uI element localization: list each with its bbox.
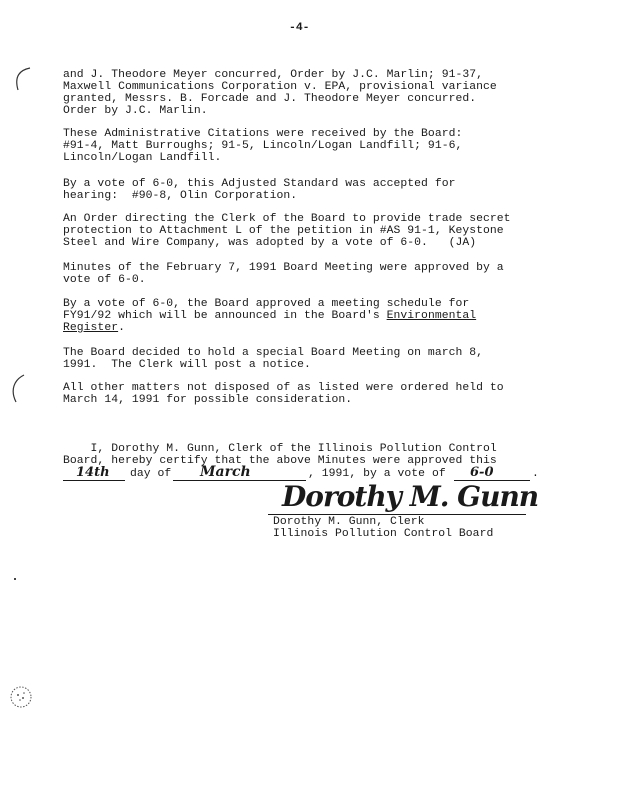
p3-line1: By a vote of 6-0, this Adjusted Standard was accepted for	[63, 178, 456, 190]
cert-line1: I, Dorothy M. Gunn, Clerk of the Illinois Pollution Control	[63, 443, 497, 455]
p4-line1: An Order directing the Clerk of the Board to provide trade secret	[63, 213, 511, 225]
p6-line2	[63, 310, 476, 322]
p8-line1: All other matters not disposed of as listed were ordered held to	[63, 382, 504, 394]
signature-org: Illinois Pollution Control Board	[273, 528, 494, 540]
handwritten-month: March	[200, 464, 251, 480]
publication-title-part2: Register	[63, 322, 119, 334]
cert-line2: Board, hereby certify that the above Minutes were approved this	[63, 455, 497, 467]
p5-line1: Minutes of the February 7, 1991 Board Meeting were approved by a	[63, 262, 504, 274]
day-of-label: day of	[130, 468, 172, 480]
p6-line1: By a vote of 6-0, the Board approved a meeting schedule for	[63, 298, 470, 310]
p2-line1: These Administrative Citations were received by the Board:	[63, 128, 463, 140]
p6-line3-period: .	[118, 322, 125, 334]
p1-line4: Order by J.C. Marlin.	[63, 105, 208, 117]
p2-line3: Lincoln/Logan Landfill.	[63, 152, 222, 164]
margin-mark-top	[8, 64, 36, 94]
page-number: -4-	[289, 22, 310, 34]
p4-line3: Steel and Wire Company, was adopted by a vote of 6-0. (JA)	[63, 237, 477, 249]
p2-line2: #91-4, Matt Burroughs; 91-5, Lincoln/Logan Landfill; 91-6,	[63, 140, 463, 152]
signature-line	[268, 514, 526, 515]
signature-name: Dorothy M. Gunn, Clerk	[273, 516, 425, 528]
p7-line2: 1991. The Clerk will post a notice.	[63, 359, 311, 371]
hole-punch-mark	[8, 684, 34, 710]
p1-line1: and J. Theodore Meyer concurred, Order by J.C. Marlin; 91-37,	[63, 69, 484, 81]
day-blank	[63, 480, 125, 481]
handwritten-day: 14th	[76, 465, 110, 480]
handwritten-vote: 6-0	[470, 465, 494, 480]
p6-line3	[63, 322, 125, 334]
p5-line2: vote of 6-0.	[63, 274, 146, 286]
p7-line1: The Board decided to hold a special Board Meeting on march 8,	[63, 347, 484, 359]
p1-line2: Maxwell Communications Corporation v. EPA, provisional variance	[63, 81, 497, 93]
cert-period: .	[532, 468, 539, 480]
p3-line2: hearing: #90-8, Olin Corporation.	[63, 190, 298, 202]
margin-mark-middle	[6, 372, 30, 406]
margin-dot	[14, 578, 16, 580]
p6-line2-text: FY91/92 which will be announced in the Board's	[63, 310, 387, 322]
signature-handwritten: Dorothy M. Gunn	[282, 480, 539, 513]
p4-line2: protection to Attachment L of the petition in #AS 91-1, Keystone	[63, 225, 504, 237]
p1-line3: granted, Messrs. B. Forcade and J. Theodore Meyer concurred.	[63, 93, 477, 105]
year-vote-text: , 1991, by a vote of	[308, 468, 446, 480]
publication-title-part1: Environmental	[386, 310, 477, 322]
p8-line2: March 14, 1991 for possible consideration.	[63, 394, 353, 406]
